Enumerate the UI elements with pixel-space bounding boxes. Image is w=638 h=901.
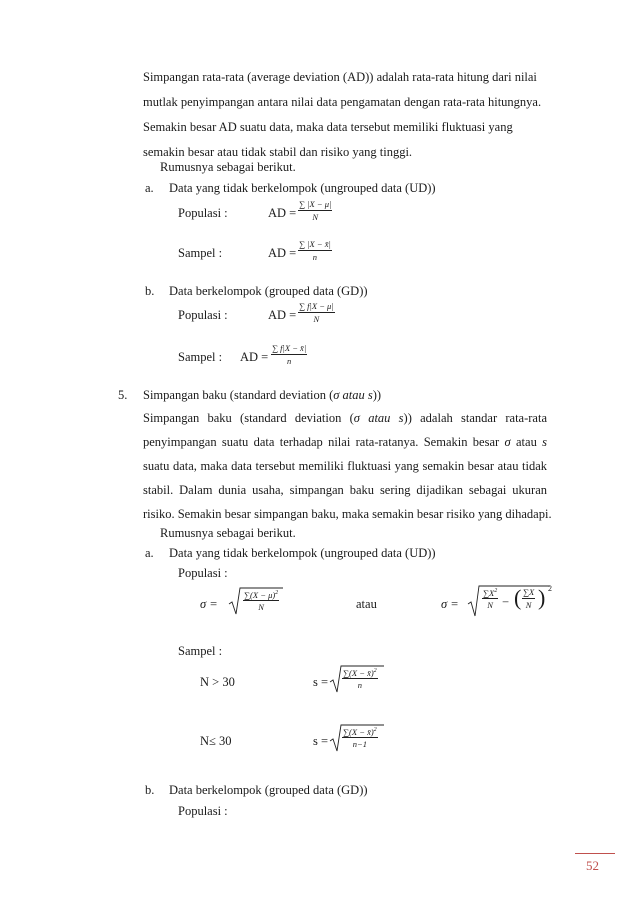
intro-line-3: Semakin besar AD suatu data, maka data tersebut memiliki fluktuasi yang (143, 120, 513, 134)
sd-p1-b: )) adalah standar rata-rata (403, 411, 547, 425)
ad-ud-pop-fraction (298, 200, 332, 221)
numerator-text: ∑(X − μ) (244, 589, 276, 600)
fraction-denominator: n (312, 251, 318, 262)
sd-a-title: Data yang tidak berkelompok (ungrouped data (UD)) (169, 546, 436, 560)
sd-rumus: Rumusnya sebagai berikut. (160, 526, 296, 540)
fraction-denominator: N (313, 313, 320, 324)
ad-a-title: Data yang tidak berkelompok (ungrouped data (UD)) (169, 181, 436, 195)
sd-p2-atau: atau (516, 435, 537, 449)
fraction-numerator: ∑X (523, 587, 535, 597)
sd-alt-minus: − (502, 595, 510, 609)
sd-sam1-fraction (342, 668, 378, 690)
fraction-denominator: N (312, 211, 318, 222)
sd-sam2-fraction (342, 727, 378, 749)
ad-b-title: Data berkelompok (grouped data (GD)) (169, 284, 368, 298)
ad-ud-sam-fraction (298, 240, 332, 261)
intro-line-4: semakin besar atau tidak stabil dan risiko yang tinggi. (143, 145, 413, 159)
sd-s-eq-1: s = (313, 675, 329, 689)
sd-atau: atau (356, 597, 377, 611)
sd-p2-a: penyimpangan suatu data terhadap nilai rata-ratanya. Semakin besar (143, 435, 500, 449)
ad-ud-pop-lhs: AD = (268, 206, 297, 220)
sd-b-marker: b. (145, 783, 155, 797)
fraction-numerator: ∑ |X − x̄| (299, 239, 331, 249)
sd-number: 5. (118, 388, 128, 402)
numerator-text: ∑X (483, 587, 495, 598)
intro-line-5: Rumusnya sebagai berikut. (160, 160, 296, 174)
ad-b-marker: b. (145, 284, 155, 298)
sd-p1-math: σ atau s (353, 411, 404, 425)
ad-a-marker: a. (145, 181, 154, 195)
sd-a-marker: a. (145, 546, 154, 560)
left-paren: ( (514, 585, 522, 610)
sd-heading-close: )) (372, 388, 382, 402)
right-paren: ) (538, 585, 546, 610)
numerator-text: ∑(X − x̄) (343, 667, 374, 678)
ad-gd-sam-fraction (271, 344, 307, 365)
ad-ud-sam-lhs: AD = (268, 246, 297, 260)
page-number-rule (575, 853, 615, 854)
sd-para-line-4: stabil. Dalam dunia usaha, simpangan baku sering dijadikan sebagai ukuran (143, 483, 547, 497)
sd-p1-a: Simpangan baku (standard deviation ( (143, 411, 354, 425)
fraction-numerator (243, 590, 279, 601)
ad-gd-sampel-label: Sampel : (178, 350, 223, 364)
sd-s-eq-2: s = (313, 734, 329, 748)
sd-heading-text: Simpangan baku (standard deviation ( (143, 388, 334, 402)
fraction-numerator: ∑ f|X − μ| (299, 301, 334, 311)
sd-b-populasi-label: Populasi : (178, 804, 228, 818)
fraction-denominator: N (487, 600, 493, 611)
exponent: 2 (373, 727, 377, 733)
fraction-numerator: ∑ |X − μ| (299, 199, 332, 209)
sd-n-gt-30: N > 30 (200, 675, 235, 689)
sd-pop-fraction (243, 590, 279, 612)
fraction-denominator: N (525, 599, 532, 610)
sd-alt-exponent: 2 (548, 584, 552, 593)
numerator-text: ∑(X − x̄) (343, 726, 374, 737)
sd-pop-lhs: σ = (200, 597, 218, 611)
intro-line-1: Simpangan rata-rata (average deviation (AD)) adalah rata-rata hitung dari nilai (143, 70, 537, 84)
sd-b-title: Data berkelompok (grouped data (GD)) (169, 783, 368, 797)
exponent: 2 (275, 590, 279, 596)
sd-n-le-30: N≤ 30 (200, 734, 232, 748)
sd-para-line-2 (143, 435, 547, 450)
sd-alt-fraction-2 (522, 588, 535, 609)
fraction-numerator: ∑ f|X − x̄| (272, 343, 307, 353)
ad-ud-sampel-label: Sampel : (178, 246, 223, 260)
exponent: 2 (373, 668, 377, 674)
fraction-denominator: n (286, 355, 292, 366)
sd-alt-lhs: σ = (441, 597, 459, 611)
fraction-denominator: n (357, 680, 362, 691)
fraction-denominator: n−1 (352, 739, 367, 750)
ad-gd-sam-lhs: AD = (240, 350, 269, 364)
fraction-numerator (342, 727, 378, 738)
fraction-denominator: N (258, 602, 264, 613)
ad-ud-populasi-label: Populasi : (178, 206, 228, 220)
fraction-numerator (342, 668, 378, 679)
sd-heading-math: σ atau s (333, 388, 373, 402)
exponent: 2 (494, 588, 498, 594)
ad-gd-pop-fraction (298, 302, 335, 323)
ad-gd-pop-lhs: AD = (268, 308, 297, 322)
sd-sampel-label: Sampel : (178, 644, 223, 658)
sd-p2-sigma: σ (504, 435, 511, 449)
sd-para-line-1 (143, 411, 547, 426)
intro-line-2: mutlak penyimpangan antara nilai data pengamatan dengan rata-rata hitungnya. (143, 95, 542, 109)
sd-p2-s: s (542, 435, 548, 449)
ad-gd-populasi-label: Populasi : (178, 308, 228, 322)
fraction-numerator (482, 588, 498, 599)
sd-para-line-5: risiko. Semakin besar simpangan baku, maka semakin besar risiko yang dihadapi. (143, 507, 552, 521)
sd-alt-fraction-1 (482, 588, 498, 610)
page-number: 52 (586, 858, 599, 873)
sd-populasi-label: Populasi : (178, 566, 228, 580)
sd-para-line-3: suatu data, maka data tersebut memiliki fluktuasi yang semakin besar atau tidak (143, 459, 547, 473)
sd-heading (143, 388, 381, 403)
